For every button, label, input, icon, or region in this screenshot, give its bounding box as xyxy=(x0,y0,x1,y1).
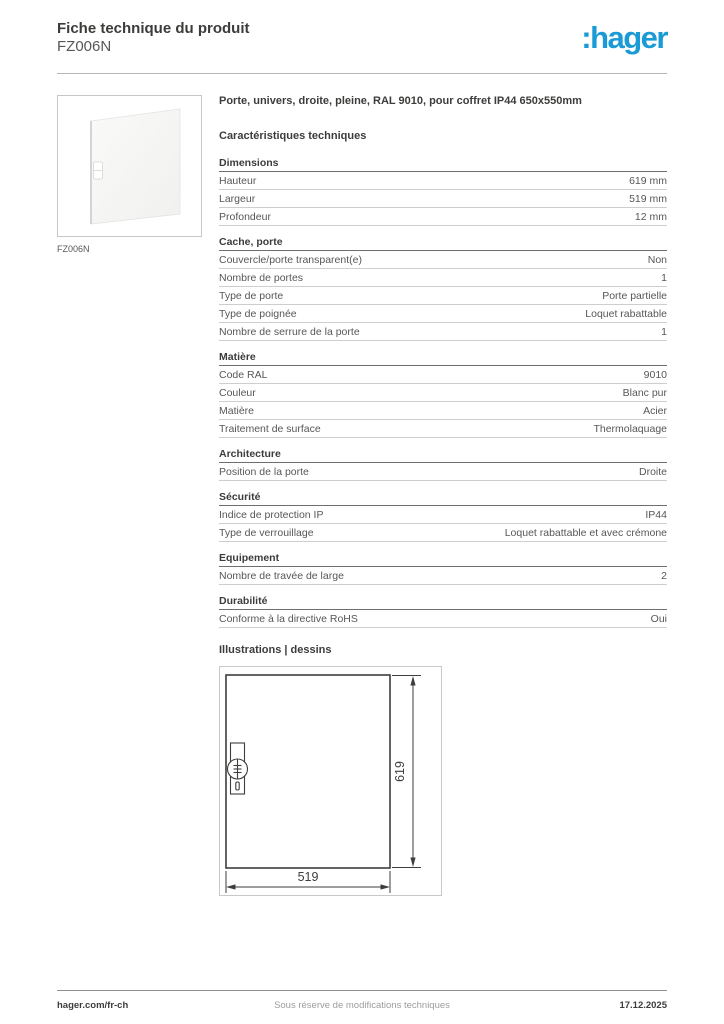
spec-row xyxy=(219,190,667,208)
spec-section xyxy=(219,491,667,542)
spec-value: Non xyxy=(647,253,667,266)
page-footer xyxy=(57,990,667,1011)
spec-section xyxy=(219,236,667,341)
spec-section-title: Architecture xyxy=(219,448,667,463)
spec-label: Code RAL xyxy=(219,368,268,381)
hager-logo: :hager xyxy=(581,20,667,55)
header-titles xyxy=(57,20,250,56)
spec-section-title: Sécurité xyxy=(219,491,667,506)
spec-value: Acier xyxy=(643,404,667,417)
spec-row xyxy=(219,287,667,305)
page-body xyxy=(0,74,724,896)
spec-row xyxy=(219,524,667,542)
spec-section xyxy=(219,595,667,628)
footer-disclaimer: Sous réserve de modifications techniques xyxy=(274,1000,450,1011)
spec-section-title: Dimensions xyxy=(219,157,667,172)
product-image xyxy=(57,95,202,237)
spec-label: Traitement de surface xyxy=(219,422,321,435)
page-title: Fiche technique du produit xyxy=(57,20,250,37)
spec-value: Oui xyxy=(650,612,667,625)
spec-section xyxy=(219,552,667,585)
spec-value: Droite xyxy=(638,465,667,478)
spec-section-title: Cache, porte xyxy=(219,236,667,251)
spec-row xyxy=(219,172,667,190)
spec-value: 619 mm xyxy=(629,174,667,187)
drawing-handle xyxy=(228,743,248,794)
drawing-door-outline xyxy=(226,675,390,868)
main-content xyxy=(219,95,667,896)
spec-row xyxy=(219,208,667,226)
spec-label: Couleur xyxy=(219,386,256,399)
spec-value: 1 xyxy=(661,271,667,284)
footer-date: 17.12.2025 xyxy=(619,1000,667,1011)
spec-label: Nombre de portes xyxy=(219,271,304,284)
spec-row xyxy=(219,384,667,402)
spec-section-title: Matière xyxy=(219,351,667,366)
spec-label: Nombre de travée de large xyxy=(219,569,344,582)
drawing-width-label: 519 xyxy=(297,870,319,884)
spec-label: Conforme à la directive RoHS xyxy=(219,612,358,625)
spec-label: Largeur xyxy=(219,192,256,205)
spec-value: Loquet rabattable xyxy=(585,307,667,320)
spec-section xyxy=(219,448,667,481)
spec-label: Type de porte xyxy=(219,289,284,302)
spec-value: 2 xyxy=(661,569,667,582)
product-title: Porte, univers, droite, pleine, RAL 9010, pour coffret IP44 650x550mm xyxy=(219,95,582,107)
footer-website-link[interactable]: hager.com/fr-ch xyxy=(57,1000,129,1011)
spec-value: 519 mm xyxy=(629,192,667,205)
spec-row xyxy=(219,610,667,628)
drawing-height-label: 619 xyxy=(393,761,407,782)
product-image-caption: FZ006N xyxy=(57,244,90,254)
spec-section-title: Equipement xyxy=(219,552,667,567)
spec-label: Couvercle/porte transparent(e) xyxy=(219,253,362,266)
characteristics-heading: Caractéristiques techniques xyxy=(219,130,367,142)
spec-value: Loquet rabattable et avec crémone xyxy=(504,526,667,539)
spec-value: Porte partielle xyxy=(602,289,667,302)
spec-row xyxy=(219,269,667,287)
spec-row xyxy=(219,420,667,438)
footer-row xyxy=(57,991,667,1011)
spec-label: Type de verrouillage xyxy=(219,526,314,539)
spec-row xyxy=(219,463,667,481)
spec-value: 9010 xyxy=(643,368,667,381)
spec-row xyxy=(219,567,667,585)
spec-row xyxy=(219,251,667,269)
characteristics-sections xyxy=(219,157,667,628)
product-door-illustration xyxy=(58,96,201,236)
spec-value: Thermolaquage xyxy=(593,422,667,435)
spec-row xyxy=(219,305,667,323)
spec-row xyxy=(219,323,667,341)
spec-label: Indice de protection IP xyxy=(219,508,324,521)
spec-section xyxy=(219,157,667,226)
spec-label: Matière xyxy=(219,404,255,417)
spec-section xyxy=(219,351,667,438)
spec-section-title: Durabilité xyxy=(219,595,667,610)
technical-drawing xyxy=(219,666,442,896)
product-image-column xyxy=(57,95,202,896)
illustrations-heading: Illustrations | dessins xyxy=(219,644,332,656)
dimension-drawing xyxy=(220,667,441,895)
spec-value: 12 mm xyxy=(634,210,667,223)
spec-value: Blanc pur xyxy=(622,386,667,399)
product-reference: FZ006N xyxy=(57,38,112,55)
spec-label: Nombre de serrure de la porte xyxy=(219,325,360,338)
spec-value: 1 xyxy=(661,325,667,338)
spec-value: IP44 xyxy=(645,508,667,521)
spec-label: Hauteur xyxy=(219,174,257,187)
spec-row xyxy=(219,402,667,420)
spec-label: Position de la porte xyxy=(219,465,309,478)
page-header xyxy=(0,0,724,56)
spec-row xyxy=(219,366,667,384)
spec-row xyxy=(219,506,667,524)
spec-label: Type de poignée xyxy=(219,307,297,320)
spec-label: Profondeur xyxy=(219,210,271,223)
